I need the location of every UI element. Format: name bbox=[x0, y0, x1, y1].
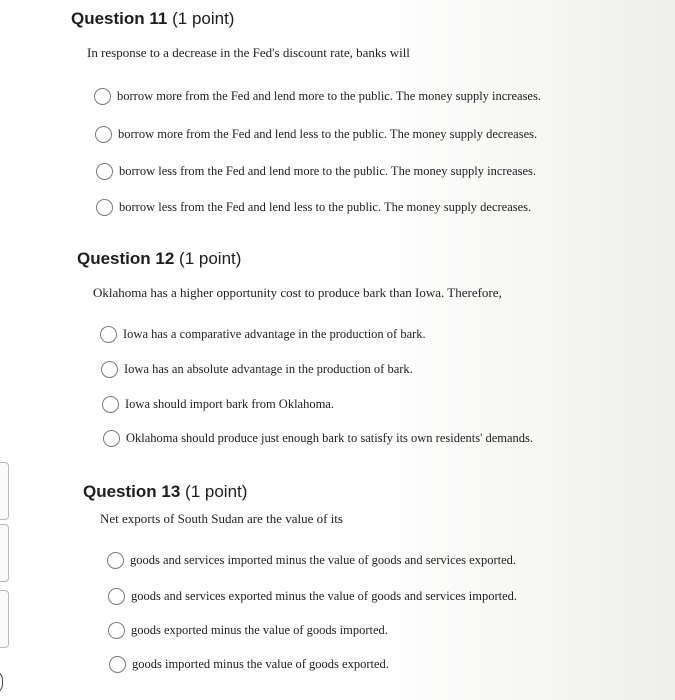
question-11-title: Question 11 (1 point) bbox=[71, 9, 235, 28]
question-12-title: Question 12 (1 point) bbox=[77, 249, 242, 268]
radio-button[interactable] bbox=[108, 588, 125, 605]
q12-option-4[interactable] bbox=[103, 430, 533, 447]
radio-button[interactable] bbox=[103, 430, 120, 447]
left-edge-tab bbox=[0, 462, 9, 520]
option-label: goods exported minus the value of goods imported. bbox=[131, 623, 388, 637]
q12-option-2[interactable] bbox=[101, 361, 413, 378]
q13-option-2[interactable] bbox=[108, 588, 517, 605]
option-label: Oklahoma should produce just enough bark to satisfy its own residents' demands. bbox=[126, 431, 534, 445]
q13-option-3[interactable] bbox=[108, 622, 388, 639]
option-label: goods and services imported minus the value of goods and services exported. bbox=[130, 553, 517, 567]
question-13-title: Question 13 (1 point) bbox=[83, 482, 248, 501]
q11-option-1[interactable] bbox=[94, 88, 541, 105]
radio-button[interactable] bbox=[94, 88, 111, 105]
radio-button[interactable] bbox=[100, 326, 117, 343]
option-label: goods imported minus the value of goods exported. bbox=[132, 657, 389, 671]
radio-button[interactable] bbox=[96, 163, 113, 180]
q11-option-2[interactable] bbox=[95, 126, 537, 143]
option-label: borrow less from the Fed and lend less to the public. The money supply decreases. bbox=[119, 200, 532, 214]
question-13-text: Net exports of South Sudan are the value of its bbox=[100, 511, 343, 526]
question-12-text: Oklahoma has a higher opportunity cost to produce bark than Iowa. Therefore, bbox=[93, 285, 502, 300]
radio-button[interactable] bbox=[95, 126, 112, 143]
q11-option-4[interactable] bbox=[96, 199, 531, 216]
left-edge-tab bbox=[0, 590, 9, 648]
radio-button[interactable] bbox=[107, 552, 124, 569]
radio-button[interactable] bbox=[109, 656, 126, 673]
q11-option-3[interactable] bbox=[96, 163, 536, 180]
q12-option-1[interactable] bbox=[100, 326, 426, 343]
left-edge-arc bbox=[0, 670, 3, 694]
option-label: borrow less from the Fed and lend more to the public. The money supply increases. bbox=[119, 164, 537, 178]
radio-button[interactable] bbox=[101, 361, 118, 378]
left-edge-tab bbox=[0, 524, 9, 582]
question-11-text: In response to a decrease in the Fed's discount rate, banks will bbox=[87, 45, 410, 60]
option-label: borrow more from the Fed and lend more to the public. The money supply increases. bbox=[117, 89, 541, 103]
option-label: Iowa should import bark from Oklahoma. bbox=[125, 397, 334, 411]
radio-button[interactable] bbox=[108, 622, 125, 639]
option-label: goods and services exported minus the value of goods and services imported. bbox=[131, 589, 518, 603]
option-label: Iowa has an absolute advantage in the production of bark. bbox=[124, 362, 413, 376]
radio-button[interactable] bbox=[96, 199, 113, 216]
option-label: borrow more from the Fed and lend less to the public. The money supply decreases. bbox=[118, 127, 538, 141]
option-label: Iowa has a comparative advantage in the production of bark. bbox=[123, 327, 426, 341]
radio-button[interactable] bbox=[102, 396, 119, 413]
q13-option-4[interactable] bbox=[109, 656, 389, 673]
q12-option-3[interactable] bbox=[102, 396, 334, 413]
q13-option-1[interactable] bbox=[107, 552, 516, 569]
